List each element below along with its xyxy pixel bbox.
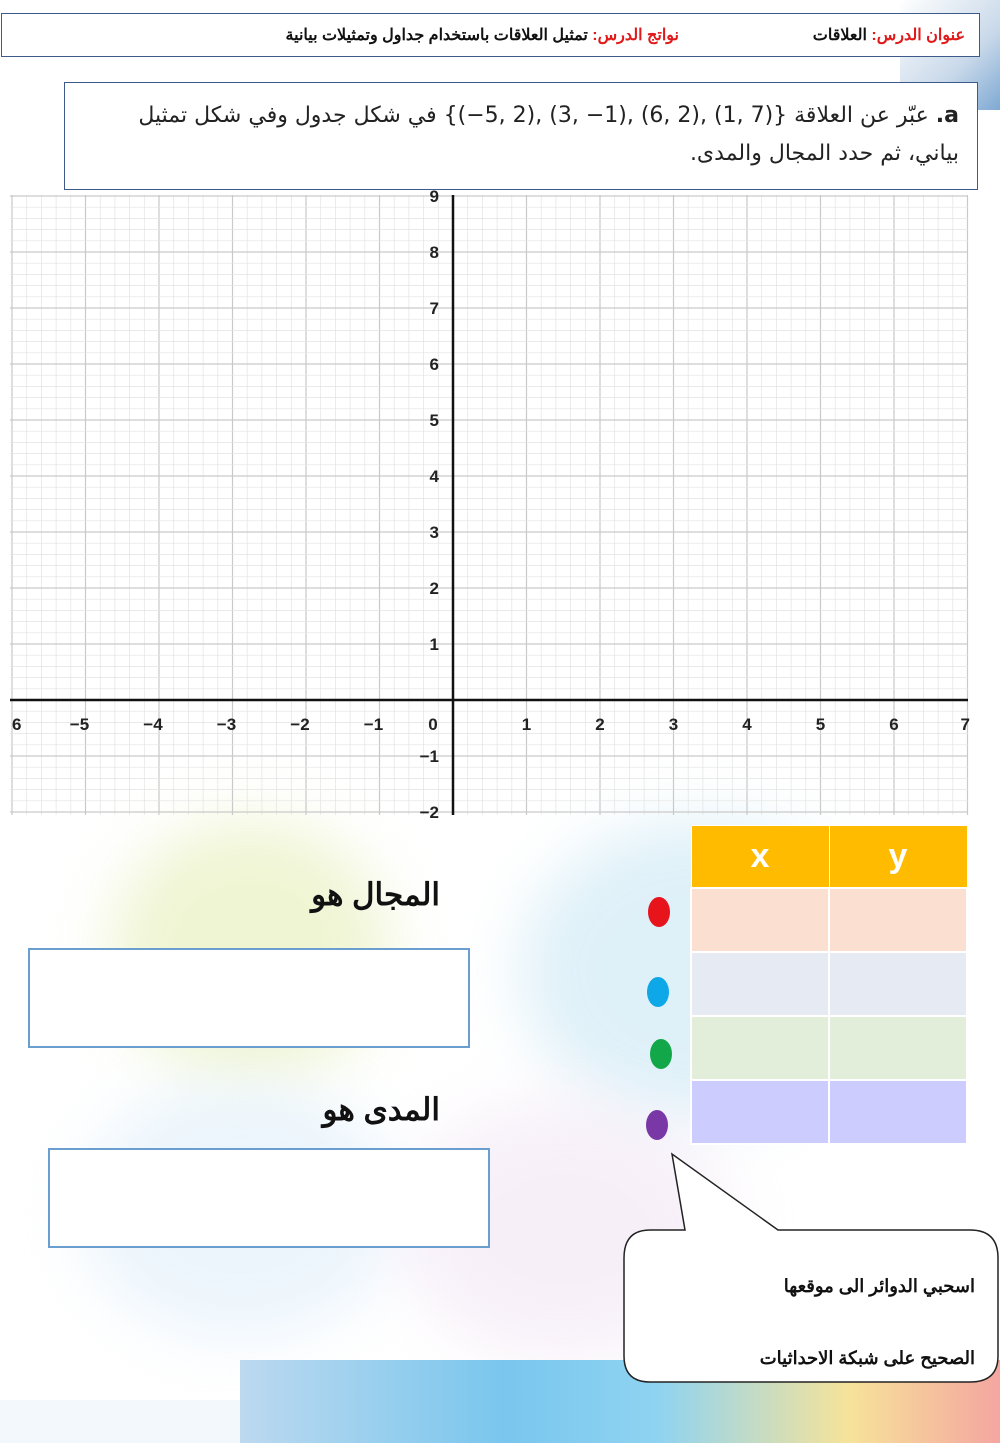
domain-label: المجال هو [311, 877, 440, 912]
lesson-title: عنوان الدرس: العلاقات [812, 27, 965, 44]
y-tick-label: 1 [429, 635, 439, 654]
table-row [691, 888, 967, 952]
y-tick-label: 7 [429, 299, 439, 318]
table-cell-y[interactable] [829, 888, 967, 952]
x-tick-label: 1 [521, 715, 532, 734]
x-tick-label: 6 [12, 715, 22, 734]
x-tick-label: 4 [742, 715, 752, 734]
x-tick-label: 7 [960, 715, 970, 734]
table-cell-y[interactable] [829, 1080, 967, 1144]
table-cell-x[interactable] [691, 1080, 829, 1144]
x-tick-label: −2 [290, 715, 310, 734]
y-tick-label: 8 [429, 243, 439, 262]
x-tick-label: 2 [595, 715, 605, 734]
question-box [64, 82, 978, 190]
table-row [691, 1016, 967, 1080]
y-tick-label: −2 [419, 803, 439, 822]
table-row [691, 1080, 967, 1144]
y-tick-label: 2 [429, 579, 439, 598]
range-answer-box[interactable] [48, 1148, 490, 1248]
x-tick-label: 6 [889, 715, 899, 734]
callout-line-2: الصحيح على شبكة الاحداثيات [759, 1348, 975, 1368]
x-tick-label: −1 [363, 715, 384, 734]
x-tick-label: 5 [815, 715, 826, 734]
x-tick-label: 3 [668, 715, 679, 734]
y-tick-label: 5 [429, 411, 439, 430]
table-cell-y[interactable] [829, 1016, 967, 1080]
question-label: a. [935, 103, 959, 128]
table-cell-x[interactable] [691, 1016, 829, 1080]
red-dot[interactable] [648, 897, 670, 927]
x-tick-label: −4 [143, 715, 163, 734]
purple-dot[interactable] [646, 1110, 668, 1140]
y-tick-label: −1 [419, 747, 439, 766]
y-tick-label: 3 [429, 523, 439, 542]
callout-line-1: اسحبي الدوائر الى موقعها [783, 1276, 975, 1296]
y-tick-label: 9 [429, 187, 439, 206]
y-tick-label: 6 [429, 355, 439, 374]
domain-answer-box[interactable] [28, 948, 470, 1048]
table-cell-x[interactable] [691, 952, 829, 1016]
x-tick-label: −5 [69, 715, 90, 734]
x-tick-label: 0 [428, 715, 438, 734]
coordinate-grid[interactable] [10, 187, 970, 822]
table-header-x: x [691, 826, 829, 889]
lesson-header [1, 13, 980, 57]
table-header-y: y [829, 826, 967, 889]
green-dot[interactable] [650, 1039, 672, 1069]
x-tick-label: −3 [216, 715, 237, 734]
table-cell-y[interactable] [829, 952, 967, 1016]
lesson-outcomes: نواتج الدرس: تمثيل العلاقات باستخدام جداول وتمثيلات بيانية [285, 27, 679, 44]
table-row [691, 952, 967, 1016]
table-cell-x[interactable] [691, 888, 829, 952]
xy-table [690, 825, 968, 1145]
y-tick-label: 4 [429, 467, 439, 486]
question-text: عبّر عن العلاقة {(7 ,1) ,(2 ,6) ,(1− ,3) ,(2 ,5−)} في شكل جدول وفي شكل تمثيل بياني، ثم حدد المجال والمدى. [138, 103, 959, 166]
coordinate-grid-svg[interactable] [10, 187, 970, 822]
range-label: المدى هو [322, 1092, 440, 1127]
decorative-band [0, 1400, 240, 1443]
blue-dot[interactable] [647, 977, 669, 1007]
